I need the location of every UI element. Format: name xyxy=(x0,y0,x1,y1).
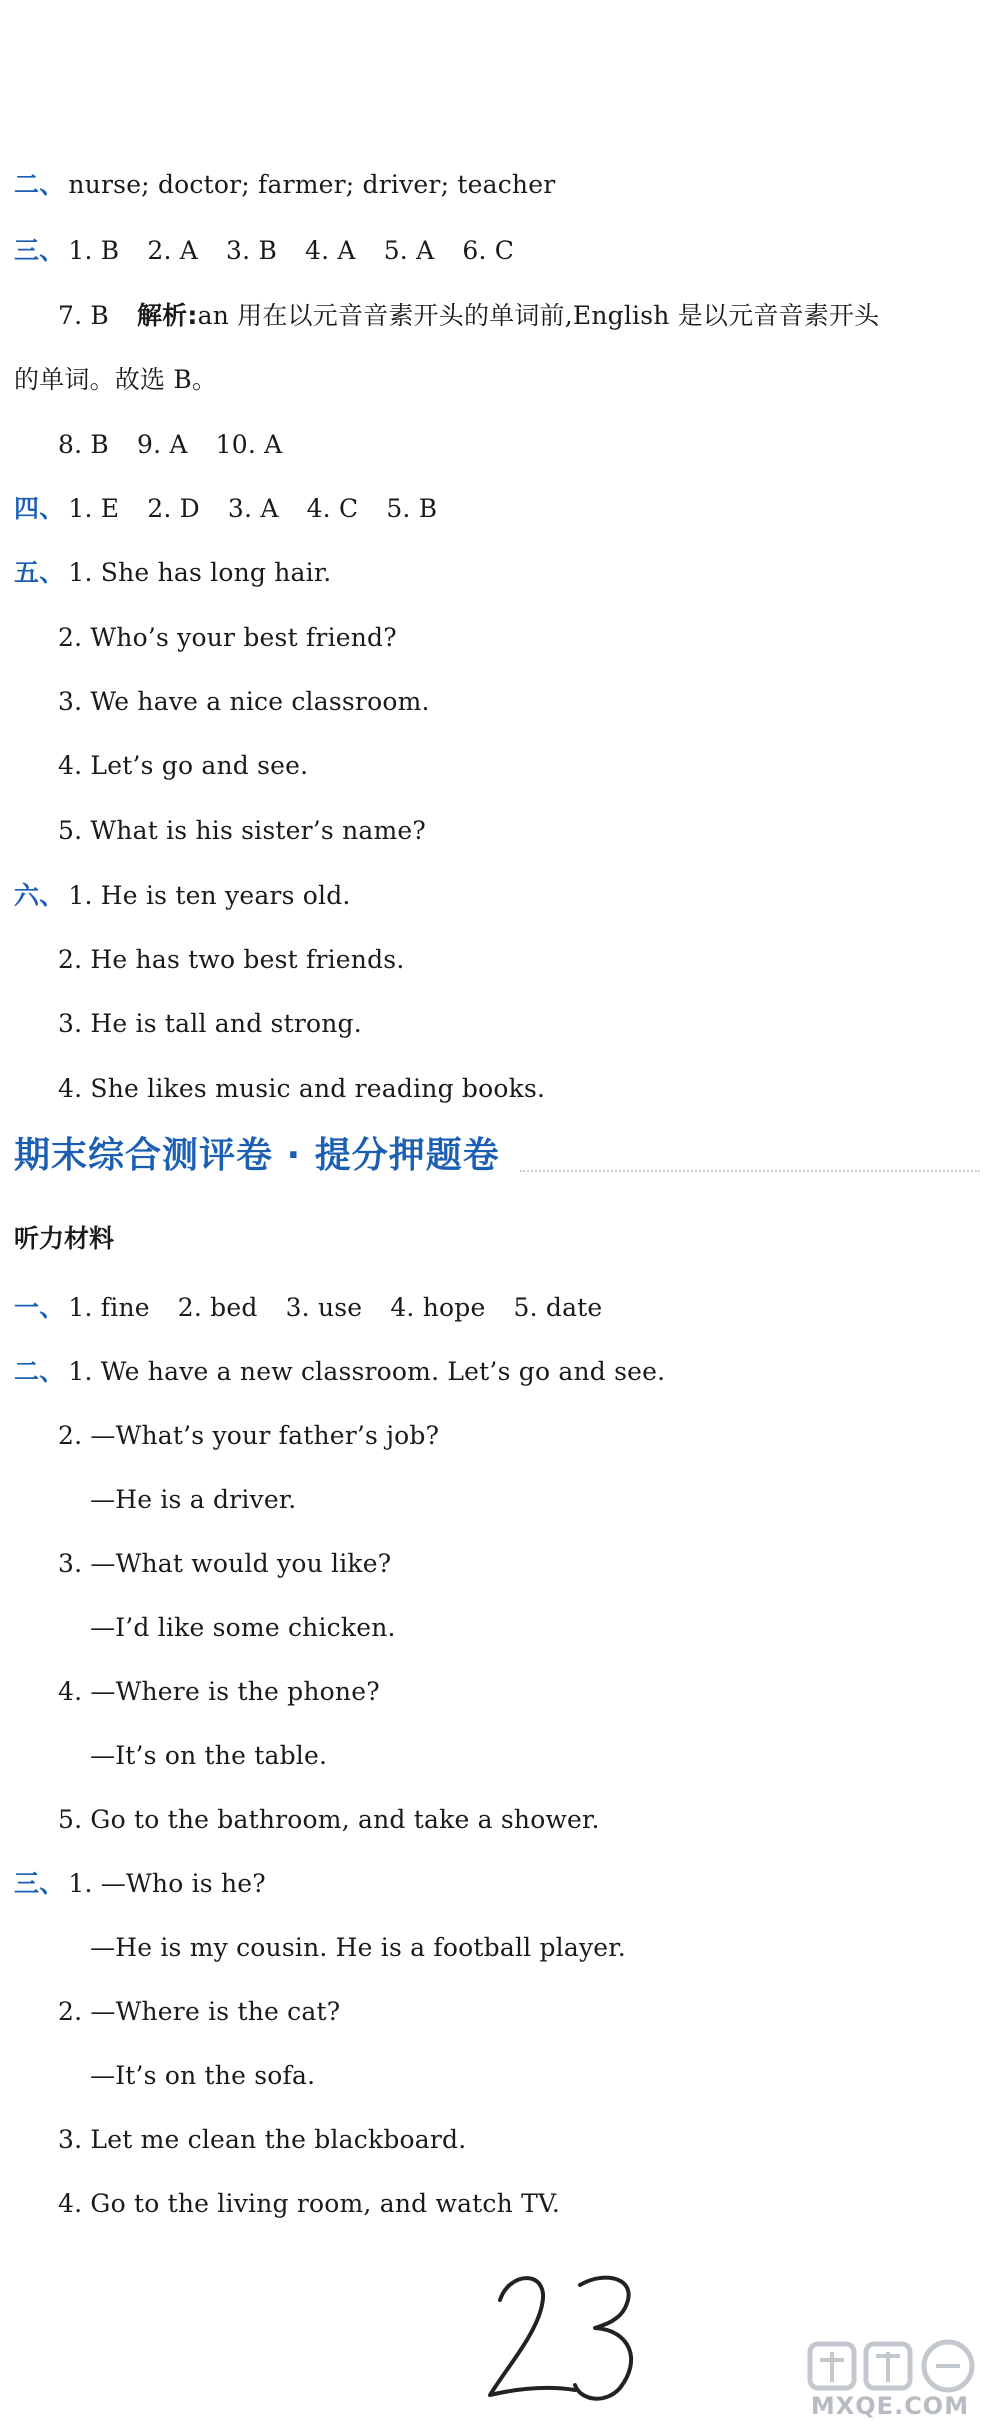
s3-line2 xyxy=(58,293,879,339)
answer: 3. A xyxy=(227,494,279,523)
section-marker-6: 六、 xyxy=(14,881,65,910)
answer: 1. fine xyxy=(68,1293,150,1322)
l1-line xyxy=(14,1285,602,1331)
l3-item-3: 3. Let me clean the blackboard. xyxy=(58,2125,467,2154)
answer: 4. hope xyxy=(390,1293,486,1322)
section-marker-5: 五、 xyxy=(14,558,65,587)
section-marker-2: 二、 xyxy=(14,170,65,199)
handwritten-page-number xyxy=(480,2260,650,2410)
l2-reply-3: —I’d like some chicken. xyxy=(90,1613,396,1642)
answer: 9. A xyxy=(136,430,188,459)
answer: 2. A xyxy=(147,236,199,265)
l3-item-1 xyxy=(14,1861,266,1907)
answer: 8. B xyxy=(58,430,109,459)
l2-item-2: 2. —What’s your father’s job? xyxy=(58,1421,440,1450)
s5-item-3: 3. We have a nice classroom. xyxy=(58,687,430,716)
s4-line xyxy=(14,486,437,532)
analysis-label: 解析: xyxy=(136,301,198,330)
s5-text: 1. She has long hair. xyxy=(68,558,332,587)
s5-item-4: 4. Let’s go and see. xyxy=(58,751,309,780)
l3-text: 1. —Who is he? xyxy=(68,1869,266,1898)
l2-reply-4: —It’s on the table. xyxy=(90,1741,328,1770)
section-marker-2: 二、 xyxy=(14,1357,65,1386)
answer: 5. A xyxy=(383,236,435,265)
s5-item-2: 2. Who’s your best friend? xyxy=(58,623,397,652)
answer: 3. B xyxy=(226,236,278,265)
s2-line xyxy=(14,162,555,208)
s5-item-1 xyxy=(14,550,331,596)
s3-analysis-cont: 的单词。故选 B。 xyxy=(14,365,218,394)
s5-item-5: 5. What is his sister’s name? xyxy=(58,816,427,845)
s6-item-1 xyxy=(14,873,351,919)
l3-reply-1: —He is my cousin. He is a football player. xyxy=(90,1933,626,1962)
l2-text: 1. We have a new classroom. Let’s go and see. xyxy=(68,1357,666,1386)
section-marker-4: 四、 xyxy=(14,494,65,523)
l3-reply-2: —It’s on the sofa. xyxy=(90,2061,316,2090)
answer: 3. use xyxy=(285,1293,363,1322)
answer: 1. B xyxy=(68,236,120,265)
title-divider xyxy=(520,1170,980,1172)
answer: 6. C xyxy=(462,236,515,265)
answer: 2. bed xyxy=(177,1293,258,1322)
section-marker-3: 三、 xyxy=(14,236,65,265)
s2-text: nurse; doctor; farmer; driver; teacher xyxy=(68,170,556,199)
s3-line3 xyxy=(58,422,282,468)
answer: 7. B xyxy=(58,301,109,330)
analysis-text: an 用在以元音音素开头的单词前,English 是以元音音素开头 xyxy=(197,301,880,330)
answer: 2. D xyxy=(147,494,200,523)
answer: 4. A xyxy=(305,236,356,265)
s3-line1 xyxy=(14,228,514,274)
l3-item-4: 4. Go to the living room, and watch TV. xyxy=(58,2189,560,2218)
answer: 5. B xyxy=(386,494,438,523)
section-marker-3: 三、 xyxy=(14,1869,65,1898)
answer: 1. E xyxy=(68,494,120,523)
listening-heading: 听力材料 xyxy=(14,1224,115,1253)
l2-item-1 xyxy=(14,1349,665,1395)
section-marker-1: 一、 xyxy=(14,1293,65,1322)
answer: 4. C xyxy=(306,494,359,523)
s6-item-3: 3. He is tall and strong. xyxy=(58,1009,362,1038)
l2-item-4: 4. —Where is the phone? xyxy=(58,1677,380,1706)
s6-text: 1. He is ten years old. xyxy=(68,881,351,910)
l2-item-5: 5. Go to the bathroom, and take a shower. xyxy=(58,1805,600,1834)
l3-item-2: 2. —Where is the cat? xyxy=(58,1997,341,2026)
l2-reply-2: —He is a driver. xyxy=(90,1485,297,1514)
watermark-text: MXQE.COM xyxy=(810,2392,970,2420)
answer: 10. A xyxy=(215,430,283,459)
s6-item-4: 4. She likes music and reading books. xyxy=(58,1074,546,1103)
l2-item-3: 3. —What would you like? xyxy=(58,1549,392,1578)
s6-item-2: 2. He has two best friends. xyxy=(58,945,405,974)
answer: 5. date xyxy=(513,1293,603,1322)
section-title: 期末综合测评卷 · 提分押题卷 xyxy=(14,1135,500,1176)
